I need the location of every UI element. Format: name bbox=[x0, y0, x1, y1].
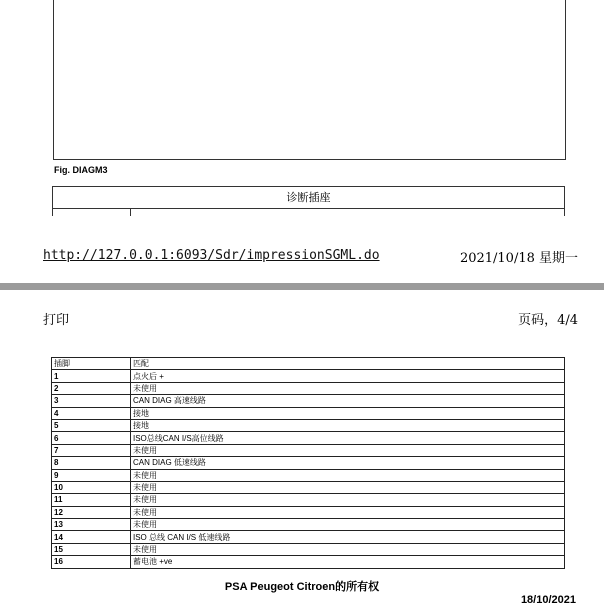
page-separator bbox=[0, 283, 604, 290]
pin-match-cell: ISO 总线 CAN I/S 低速线路 bbox=[131, 531, 565, 543]
figure-image-frame bbox=[53, 0, 566, 160]
pin-match-cell: CAN DIAG 低速线路 bbox=[131, 457, 565, 469]
table-row bbox=[52, 382, 565, 394]
copyright-notice: PSA Peugeot Citroen的所有权 bbox=[224, 581, 380, 593]
print-label: 打印 bbox=[43, 313, 70, 328]
table-row bbox=[52, 531, 565, 543]
pin-number-cell: 2 bbox=[52, 382, 131, 394]
pin-match-cell: 未使用 bbox=[131, 506, 565, 518]
table-row bbox=[52, 469, 565, 481]
pin-number-cell: 14 bbox=[52, 531, 131, 543]
page-url-link[interactable]: http://127.0.0.1:6093/Sdr/impressionSGML.do bbox=[43, 248, 380, 263]
pin-number-cell: 13 bbox=[52, 519, 131, 531]
pin-match-cell: 未使用 bbox=[131, 481, 565, 493]
connector-table-divider bbox=[130, 208, 131, 216]
match-column-header: 匹配 bbox=[131, 358, 565, 370]
pin-number-cell: 6 bbox=[52, 432, 131, 444]
pin-match-cell: 未使用 bbox=[131, 469, 565, 481]
pin-match-cell: 接地 bbox=[131, 419, 565, 431]
table-row bbox=[52, 556, 565, 568]
pin-match-cell: 点火后 + bbox=[131, 370, 565, 382]
pin-match-cell: 未使用 bbox=[131, 543, 565, 555]
table-row bbox=[52, 419, 565, 431]
pin-match-cell: 未使用 bbox=[131, 382, 565, 394]
pin-column-header: 插脚 bbox=[52, 358, 131, 370]
pin-number-cell: 3 bbox=[52, 395, 131, 407]
connector-table-body bbox=[52, 208, 565, 216]
pin-table bbox=[51, 357, 565, 569]
table-row bbox=[52, 395, 565, 407]
pin-match-cell: 蓄电池 +ve bbox=[131, 556, 565, 568]
pin-number-cell: 12 bbox=[52, 506, 131, 518]
pin-match-cell: 接地 bbox=[131, 407, 565, 419]
table-row bbox=[52, 481, 565, 493]
table-row bbox=[52, 444, 565, 456]
pin-match-cell: CAN DIAG 高速线路 bbox=[131, 395, 565, 407]
pin-match-cell: 未使用 bbox=[131, 519, 565, 531]
connector-table-header: 诊断插座 bbox=[52, 186, 565, 209]
footer-date: 18/10/2021 bbox=[520, 594, 576, 606]
pin-number-cell: 4 bbox=[52, 407, 131, 419]
table-row bbox=[52, 457, 565, 469]
table-row bbox=[52, 519, 565, 531]
pin-match-cell: 未使用 bbox=[131, 444, 565, 456]
figure-caption: Fig. DIAGM3 bbox=[54, 165, 108, 175]
table-row bbox=[52, 543, 565, 555]
pin-number-cell: 8 bbox=[52, 457, 131, 469]
pin-number-cell: 7 bbox=[52, 444, 131, 456]
pin-table-header-row bbox=[52, 358, 565, 370]
page-number: 页码，4/4 bbox=[518, 313, 578, 328]
pin-number-cell: 16 bbox=[52, 556, 131, 568]
pin-match-cell: 未使用 bbox=[131, 494, 565, 506]
table-row bbox=[52, 370, 565, 382]
table-row bbox=[52, 506, 565, 518]
pin-number-cell: 9 bbox=[52, 469, 131, 481]
pin-number-cell: 10 bbox=[52, 481, 131, 493]
table-row bbox=[52, 494, 565, 506]
pin-match-cell: ISO总线CAN I/S高位线路 bbox=[131, 432, 565, 444]
pin-number-cell: 1 bbox=[52, 370, 131, 382]
print-date: 2021/10/18 星期一 bbox=[459, 251, 578, 266]
pin-number-cell: 5 bbox=[52, 419, 131, 431]
pin-number-cell: 15 bbox=[52, 543, 131, 555]
table-row bbox=[52, 407, 565, 419]
table-row bbox=[52, 432, 565, 444]
pin-number-cell: 11 bbox=[52, 494, 131, 506]
